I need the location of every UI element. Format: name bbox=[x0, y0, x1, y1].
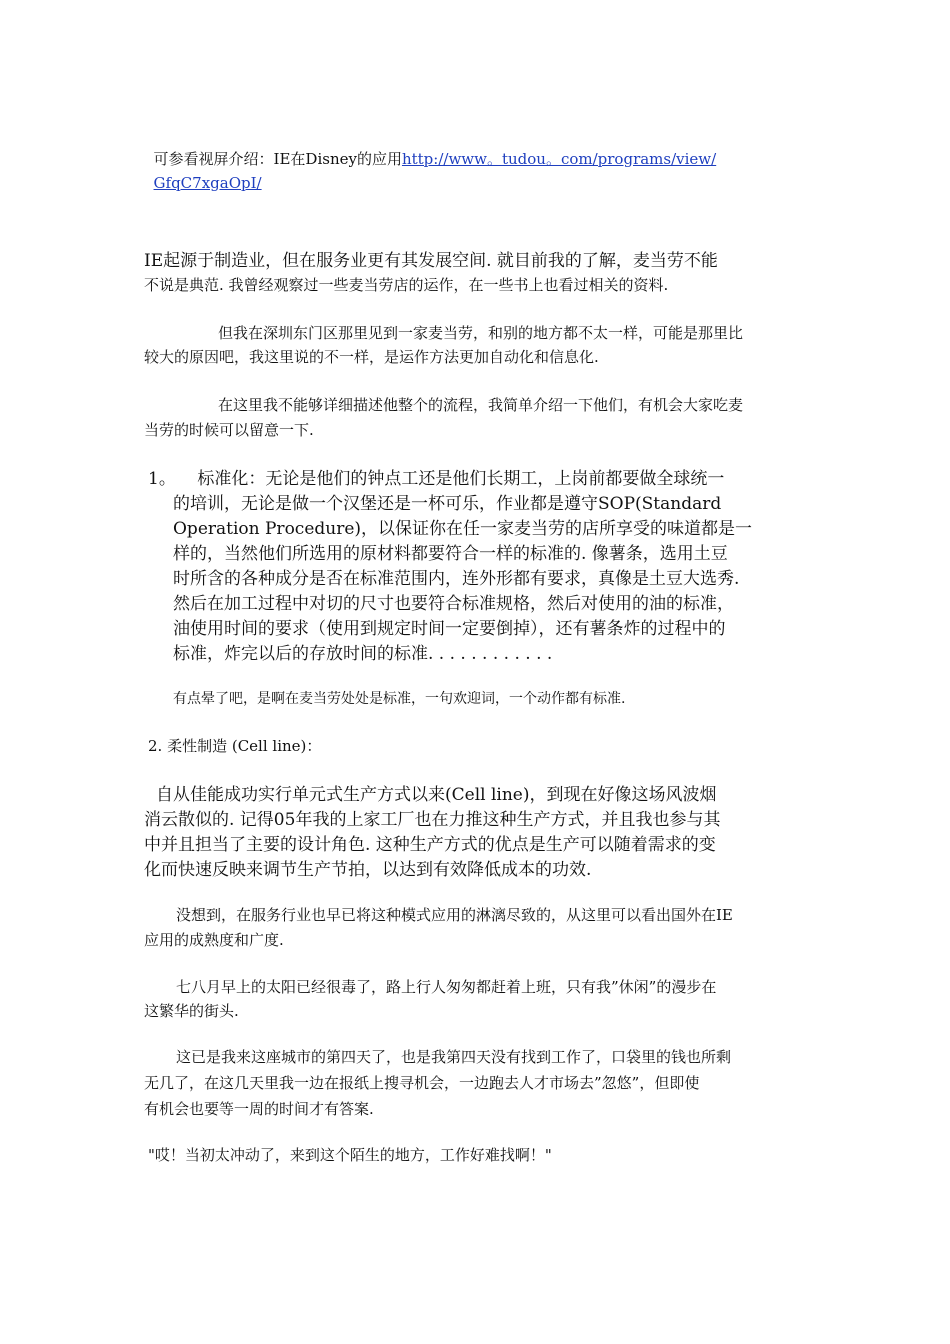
paragraph-4-line-4: 化而快速反映来调节生产节拍，以达到有效降低成本的功效. bbox=[144, 860, 592, 880]
paragraph-4-line-1: 自从佳能成功实行单元式生产方式以来(Cell line)，到现在好像这场风波烟 bbox=[156, 785, 717, 805]
paragraph-7-line-3: 有机会也要等一周的时间才有答案. bbox=[144, 1100, 374, 1118]
paragraph-3-line-1: 在这里我不能够详细描述他整个的流程，我简单介绍一下他们，有机会大家吃麦 bbox=[218, 396, 744, 414]
paragraph-6-line-1: 七八月早上的太阳已经很毒了，路上行人匆匆都赶着上班，只有我”休闲”的漫步在 bbox=[176, 978, 717, 996]
paragraph-6-line-2: 这繁华的街头. bbox=[144, 1002, 239, 1020]
tudou-link-continued[interactable]: GfqC7xgaOpI/ bbox=[153, 174, 262, 192]
item-1-note: 有点晕了吧，是啊在麦当劳处处是标准，一句欢迎词，一个动作都有标准. bbox=[173, 691, 626, 707]
paragraph-1-line-1: IE起源于制造业，但在服务业更有其发展空间. 就目前我的了解，麦当劳不能 bbox=[144, 251, 718, 271]
item-1-line-7: 油使用时间的要求（使用到规定时间一定要倒掉），还有薯条炸的过程中的 bbox=[173, 619, 726, 639]
paragraph-2-line-2: 较大的原因吧，我这里说的不一样，是运作方法更加自动化和信息化. bbox=[144, 348, 599, 366]
item-1-line-6: 然后在加工过程中对切的尺寸也要符合标准规格，然后对使用的油的标准， bbox=[173, 594, 734, 614]
paragraph-2-line-1: 但我在深圳东门区那里见到一家麦当劳，和别的地方都不太一样，可能是那里比 bbox=[218, 324, 744, 342]
paragraph-3-line-2: 当劳的时候可以留意一下. bbox=[144, 421, 314, 439]
intro-line-2 bbox=[144, 156, 262, 192]
item-1-line-2: 的培训，无论是做一个汉堡还是一杯可乐，作业都是遵守SOP(Standard bbox=[173, 494, 722, 514]
item-1-line-5: 时所含的各种成分是否在标准范围内，连外形都有要求，真像是土豆大选秀. bbox=[173, 569, 740, 589]
item-1-line-1: 1。 标准化：无论是他们的钟点工还是他们长期工，上岗前都要做全球统一 bbox=[148, 469, 725, 489]
intro-text: 可参看视屏介绍：IE在Disney的应用 bbox=[153, 150, 402, 168]
paragraph-7-line-1: 这已是我来这座城市的第四天了，也是我第四天没有找到工作了，口袋里的钱也所剩 bbox=[176, 1048, 732, 1066]
paragraph-7-line-2: 无几了，在这几天里我一边在报纸上搜寻机会，一边跑去人才市场去”忽悠”，但即使 bbox=[144, 1074, 700, 1092]
item-2-heading: 2. 柔性制造 (Cell line)： bbox=[148, 737, 322, 755]
paragraph-5-line-2: 应用的成熟度和广度. bbox=[144, 931, 284, 949]
paragraph-5-line-1: 没想到，在服务行业也早已将这种模式应用的淋漓尽致的，从这里可以看出国外在IE bbox=[176, 906, 733, 924]
item-1-line-4: 样的，当然他们所选用的原材料都要符合一样的标准的. 像薯条，选用土豆 bbox=[173, 544, 728, 564]
paragraph-4-line-2: 消云散似的. 记得05年我的上家工厂也在力推这种生产方式，并且我也参与其 bbox=[144, 810, 721, 830]
item-1-line-8: 标准，炸完以后的存放时间的标准. . . . . . . . . . . . bbox=[173, 644, 553, 664]
paragraph-4-line-3: 中并且担当了主要的设计角色. 这种生产方式的优点是生产可以随着需求的变 bbox=[144, 835, 716, 855]
paragraph-8: "哎！当初太冲动了，来到这个陌生的地方，工作好难找啊！" bbox=[148, 1146, 552, 1164]
paragraph-1-line-2: 不说是典范. 我曾经观察过一些麦当劳店的运作，在一些书上也看过相关的资料. bbox=[144, 276, 669, 294]
tudou-link[interactable]: http://www。tudou。com/programs/view/ bbox=[401, 150, 717, 168]
item-1-line-3: Operation Procedure)，以保证你在任一家麦当劳的店所享受的味道都是一 bbox=[173, 519, 753, 539]
